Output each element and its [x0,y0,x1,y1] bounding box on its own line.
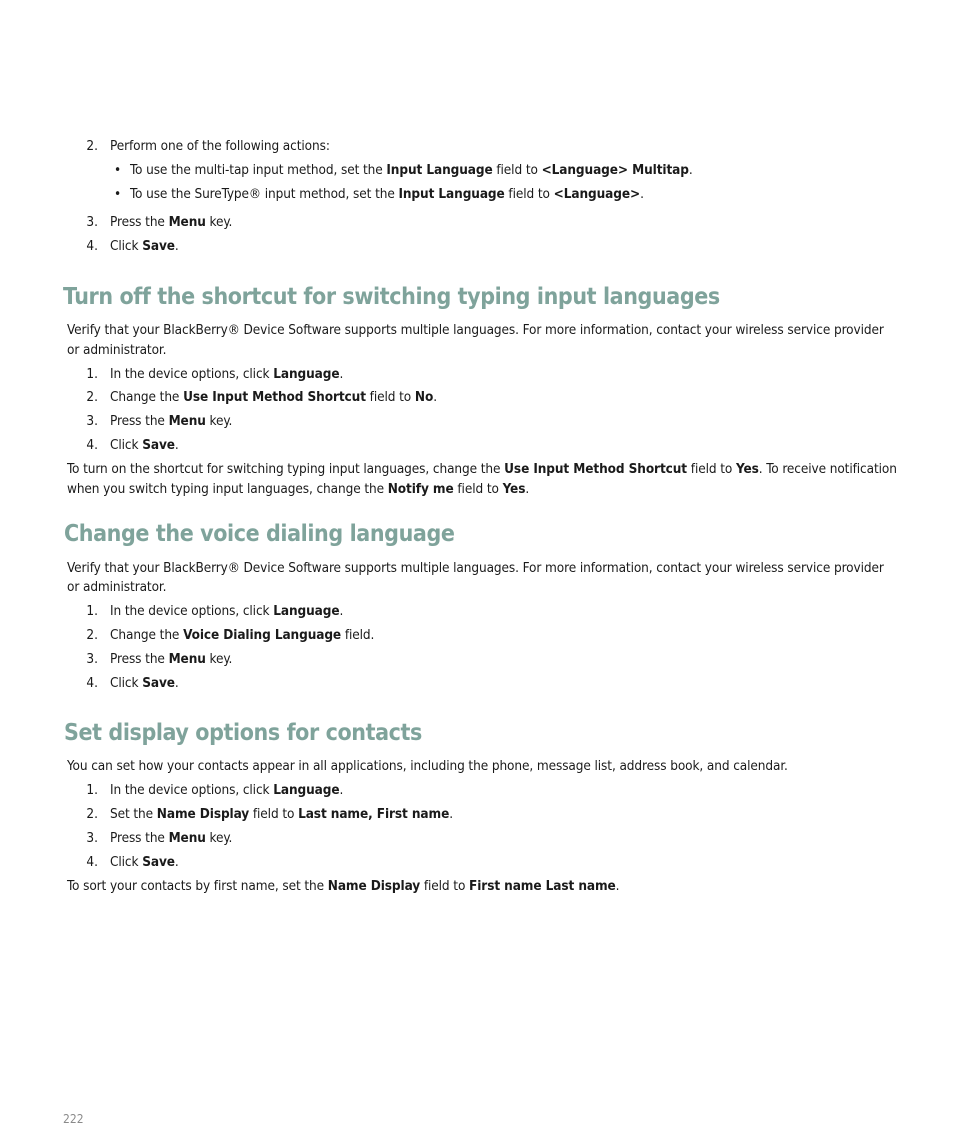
step-number: 3. [86,214,98,230]
step-text: In the device options, click Language. [110,366,344,382]
step-number: 4. [86,675,98,691]
step-text: Click Save. [110,675,179,691]
step-text: In the device options, click Language. [110,782,344,798]
bullet-item: To use the multi-tap input method, set the Input Language field to <Language> Multitap. [130,162,693,178]
section-heading: Change the voice dialing language [64,521,455,547]
step-number: 2. [86,806,98,822]
paragraph-text: You can set how your contacts appear in all applications, including the phone, message list, address book, and calendar. [67,758,788,774]
step-number: 1. [86,366,98,382]
step-text: Change the Voice Dialing Language field. [110,627,375,643]
step-text: Perform one of the following actions: [110,138,330,154]
paragraph-text: Verify that your BlackBerry® Device Software supports multiple languages. For more information, contact your wireless service provider [67,322,884,338]
section-heading: Turn off the shortcut for switching typing input languages [63,284,720,310]
note-text: To turn on the shortcut for switching typing input languages, change the Use Input Method Shortcut field to Yes. To receive notification [67,461,897,477]
page-number: 222 [63,1112,84,1126]
step-text: Press the Menu key. [110,214,233,230]
step-number: 4. [86,437,98,453]
step-number: 3. [86,830,98,846]
step-text: Click Save. [110,238,179,254]
step-text: Press the Menu key. [110,413,233,429]
paragraph-text: Verify that your BlackBerry® Device Software supports multiple languages. For more information, contact your wireless service provider [67,560,884,576]
step-number: 1. [86,603,98,619]
step-text: In the device options, click Language. [110,603,344,619]
step-number: 2. [86,389,98,405]
step-number: 2. [86,138,98,154]
step-number: 3. [86,651,98,667]
step-text: Press the Menu key. [110,830,233,846]
step-number: 4. [86,238,98,254]
section-heading: Set display options for contacts [64,720,422,746]
paragraph-text: or administrator. [67,342,167,358]
bullet-icon: • [114,162,122,178]
step-text: Set the Name Display field to Last name, First name. [110,806,453,822]
note-text: To sort your contacts by first name, set the Name Display field to First name Last name. [67,878,620,894]
step-number: 4. [86,854,98,870]
step-text: Press the Menu key. [110,651,233,667]
paragraph-text: or administrator. [67,579,167,595]
step-number: 1. [86,782,98,798]
bullet-icon: • [114,186,122,202]
step-text: Change the Use Input Method Shortcut field to No. [110,389,437,405]
step-text: Click Save. [110,854,179,870]
step-number: 3. [86,413,98,429]
bullet-item: To use the SureType® input method, set the Input Language field to <Language>. [130,186,644,202]
step-text: Click Save. [110,437,179,453]
note-text: when you switch typing input languages, change the Notify me field to Yes. [67,481,530,497]
step-number: 2. [86,627,98,643]
